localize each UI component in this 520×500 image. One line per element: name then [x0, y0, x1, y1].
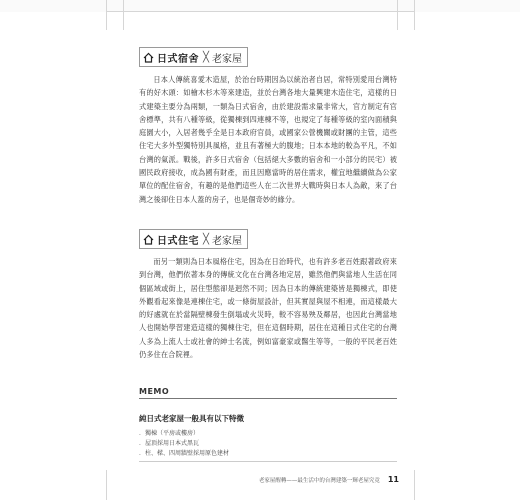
section-title: 日式宿舍: [157, 53, 199, 65]
x-mark-icon: ╳: [203, 233, 210, 245]
frame-right-line-2: [414, 0, 415, 30]
frame-left-line-1: [106, 0, 107, 30]
memo-item: ．獨棟（平房或樓房）: [139, 430, 200, 437]
frame-top-line: [106, 11, 415, 12]
frame-right-line-1: [397, 0, 398, 30]
section-subtitle: 老家屋: [212, 53, 243, 65]
frame-left-line-bottom: [106, 470, 107, 500]
memo-item: ．柱、樑、四周牆壁採用原色建材: [139, 450, 230, 457]
memo-title: 純日式老家屋一般具有以下特徵: [139, 414, 244, 423]
x-mark-icon: ╳: [203, 51, 210, 63]
memo-item: ．屋頂採用日本式黑瓦: [139, 440, 200, 447]
memo-list: [139, 429, 229, 459]
section-paragraph-residence: 而另一類則為日本風格住宅，因為在日治時代，也有許多老百姓跟著政府來到台灣，他們依著本身的傳統文化在台灣各地定居，雖然他們與當地人生活在同個區域或街上，居住型態卻是迥然不同；因為日本的傳統建築皆是獨棟式，即使外觀看起來像是連棟住宅，或一條街屋設計，但其實屋與屋不相連，而這樣最大的好處就在於當隔壁棟發生倒塌或火災時，較不容易殃及鄰居，也因此台灣當地人也開始學習建造這樣的獨棟住宅，但在這個時期，居住在這種日式住宅的台灣人多為上流人士或社會的紳士名流，例如富豪家或醫生等等，一般的平民老百姓仍多住在合院裡。: [139, 257, 397, 360]
section-subtitle: 老家屋: [212, 235, 243, 247]
memo-box: [139, 387, 397, 462]
page-footer: [259, 475, 399, 484]
footer-running-title: 老家屋醒轉——最生活中的台灣建築一輝老屋究竟: [258, 477, 380, 484]
memo-label: MEMO: [139, 387, 170, 396]
section-header-dormitory: [139, 47, 248, 67]
section-header-residence: [139, 229, 248, 249]
section-paragraph-dormitory: 日本人傳統喜愛木造屋，於治台時期因為以統治者自居，常特別愛用台灣特有的好木頭：如檜木杉木等來建造，並於台灣各地大量興建木造住宅，這樣的日式建築主要分為兩類，一類為日式宿舍，由於建設需求量非常大，官方制定有官舍標準，共有八種等級，從獨棟到四連棟不等，也規定了每種等級的室內面積與庭園大小，入居者幾乎全是日本政府官員，或國家公營機關或財團的主管，這些住宅大多外型獨特別具風格，並且有著極大的腹地；日本本地的較為平凡，不如台灣的氣派。戰後，許多日式宿舍（包括絕大多數的宿舍和一小部分的民宅）被國民政府接收，成為國有財產，而且因應當時的居住需求，權宜地繼續做為公家單位的配住宿舍，有趣的是他們這些人在二次世界大戰時與日本人為敵，來了台灣之後卻住日本人蓋的房子，也是個奇妙的緣分。: [139, 75, 397, 204]
frame-left-line-2: [123, 0, 124, 30]
frame-right-line-bottom: [414, 470, 415, 500]
section-title: 日式住宅: [157, 235, 199, 247]
page-number: 11: [387, 475, 399, 484]
house-icon: [143, 52, 154, 63]
house-icon: [143, 234, 154, 245]
